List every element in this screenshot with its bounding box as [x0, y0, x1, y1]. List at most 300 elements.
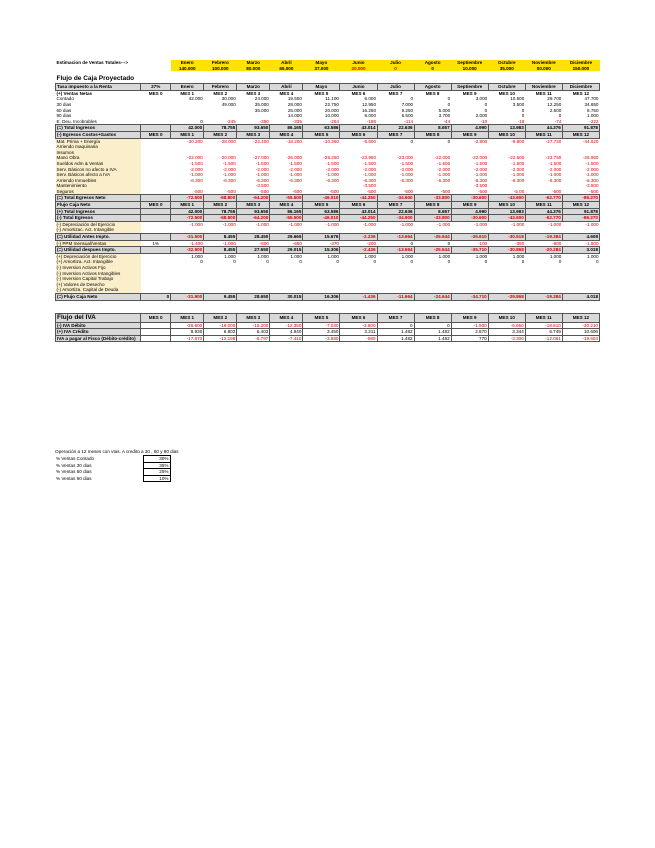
value-cell: -62.770 — [525, 215, 562, 222]
value-cell: 2.500 — [549, 107, 562, 113]
value-cell: -23.950 — [360, 155, 377, 161]
value-cell: -1.500 — [548, 160, 562, 166]
value-cell: -13.664 — [377, 247, 414, 254]
value-cell: -6.300 — [548, 177, 562, 183]
value-cell: 1.482 — [414, 335, 451, 342]
value-cell: 86.165 — [270, 125, 303, 132]
value-cell: -6.300 — [511, 177, 525, 183]
row-label: Arriendo maquinaria — [56, 144, 141, 150]
period-header: MES 2 — [204, 202, 237, 209]
month-header: Junio — [340, 84, 377, 91]
value-cell: -1.500 — [437, 160, 451, 166]
month-header: Enero — [171, 84, 204, 91]
value-cell: -18.200 — [286, 138, 302, 144]
value-cell: 4.608 — [562, 234, 599, 241]
operation-label: % Ventas Contado — [56, 456, 95, 461]
value-cell: 16.306 — [303, 293, 340, 300]
value-cell: 1.000 — [475, 253, 488, 259]
operation-row — [55, 475, 170, 482]
value-cell: -68.800 — [204, 195, 237, 202]
value-cell: 8.750 — [587, 107, 599, 113]
value-cell: -44.520 — [582, 138, 599, 144]
value-cell: 6.802 — [204, 329, 237, 336]
value-cell: -23.750 — [545, 155, 562, 161]
row-label: Tasa impuesto a la Renta — [56, 84, 141, 91]
value-cell — [141, 208, 171, 215]
value-cell: 34.650 — [584, 101, 599, 107]
sales-estimate-cell: 0 — [377, 66, 414, 72]
value-cell: -74 — [554, 118, 562, 124]
row-label: (-) Inversion Activos Fijo — [56, 265, 141, 271]
period-header: MES 12 — [562, 313, 599, 322]
value-cell: -22.000 — [187, 155, 203, 161]
value-cell: -3.500 — [585, 183, 599, 189]
value-cell: -2.000 — [548, 166, 562, 172]
value-cell: -19.384 — [525, 293, 562, 300]
value-cell: 42.000 — [171, 125, 204, 132]
value-cell: -1.000 — [437, 221, 451, 227]
value-cell: -2.000 — [474, 166, 488, 172]
value-cell: -19.000 — [204, 322, 237, 329]
row-label: (+) IVA Crédito — [56, 329, 141, 336]
sales-estimate-cell: 150.000 — [562, 66, 599, 72]
value-cell: 0 — [336, 259, 339, 265]
value-cell: -26.600 — [171, 322, 204, 329]
value-cell: -31.900 — [171, 293, 204, 300]
row-label: (=) Flujo Caja Neto — [56, 293, 141, 300]
total-expenses-row — [56, 195, 600, 202]
value-cell — [141, 234, 171, 241]
value-cell: 0 — [484, 107, 488, 113]
value-cell: -500 — [329, 188, 339, 194]
month-header: Julio — [377, 84, 414, 91]
value-cell: -2.800 — [474, 138, 488, 144]
value-cell: -1.500 — [255, 160, 269, 166]
value-cell: -22.000 — [471, 155, 488, 161]
value-cell: 35.000 — [254, 107, 269, 113]
value-cell: 0 — [558, 259, 562, 265]
row-label: Mantenimiento — [56, 183, 141, 189]
value-cell: 1.000 — [549, 253, 562, 259]
value-cell: -35.710 — [451, 247, 488, 254]
operation-title: Operación a 12 meses con vtas. A credito a 30 , 60 y 90 dias — [55, 449, 179, 454]
row-label: (=) Utilidad Antes Impto. — [56, 234, 141, 241]
row-label: (=) Total Egresos Neto — [56, 195, 141, 202]
tax-rate-row — [56, 84, 600, 91]
month-header: Enero — [171, 60, 204, 66]
period-header: MES 11 — [535, 90, 552, 96]
row-label: Seguros — [56, 189, 141, 195]
row-label: Arriendo Inmuebles — [56, 178, 141, 184]
net-flow-row — [56, 247, 600, 254]
value-cell: -1.500 — [585, 240, 599, 246]
period-header: MES 9 — [451, 313, 488, 322]
value-cell: 6.000 — [364, 96, 377, 102]
month-header: Julio — [377, 60, 414, 66]
row-label: (+) Valores de Desecho — [56, 282, 141, 288]
period-header: MES 11 — [525, 131, 562, 138]
value-cell: 8.657 — [414, 208, 451, 215]
month-header: Abril — [270, 84, 303, 91]
value-cell: 3.500 — [512, 101, 525, 107]
period-header: MES 2 — [213, 90, 228, 96]
value-cell: -8.797 — [237, 335, 270, 342]
value-cell: -2.000 — [325, 166, 339, 172]
period-header: MES 2 — [204, 131, 237, 138]
value-cell: -900 — [552, 240, 562, 246]
period-header: MES 8 — [414, 313, 451, 322]
period-header: MES 5 — [303, 202, 340, 209]
period-header: MES 6 — [340, 202, 377, 209]
value-cell: 3.000 — [475, 96, 488, 102]
value-cell: -30.600 — [451, 215, 488, 222]
value-cell: -1.000 — [189, 172, 203, 178]
value-cell: -500 — [193, 188, 203, 194]
row-label: Insumos — [56, 150, 141, 156]
sales-estimate-cell: 65.000 — [270, 66, 303, 72]
value-cell: -27.000 — [253, 155, 269, 161]
value-cell: 0 — [521, 113, 525, 119]
value-cell: 91.878 — [562, 125, 599, 132]
iva-row — [56, 335, 600, 342]
value-cell: 3.344 — [488, 329, 525, 336]
row-label: (+) Depreciación del Ejercicio — [56, 253, 141, 259]
value-cell: 0 — [447, 101, 451, 107]
value-cell: 0 — [266, 259, 269, 265]
value-cell: -33.800 — [414, 195, 451, 202]
row-label: 30 dias — [56, 101, 72, 107]
sales-estimate-cell: 37.000 — [303, 66, 340, 72]
period-header: MES 3 — [237, 202, 270, 209]
value-cell: 63.586 — [303, 208, 340, 215]
value-cell: 29.665 — [270, 234, 303, 241]
value-cell: -6.300 — [189, 177, 203, 183]
value-cell: 20.000 — [324, 107, 339, 113]
value-cell: -650 — [292, 240, 302, 246]
value-cell: -43.600 — [488, 195, 525, 202]
value-cell: 49.000 — [221, 101, 236, 107]
value-cell: -245 — [226, 118, 236, 124]
value-cell: -72.500 — [171, 195, 204, 202]
value-cell: -1.500 — [474, 160, 488, 166]
value-cell: -64.200 — [237, 215, 270, 222]
period-header: MES 10 — [488, 131, 525, 138]
value-cell: -34.900 — [377, 215, 414, 222]
value-cell: -500 — [259, 188, 269, 194]
row-label: (+) Total Ingresos — [56, 208, 141, 215]
value-cell: -1.000 — [511, 172, 525, 178]
value-cell: -1.500 — [222, 160, 236, 166]
value-cell: -3.306 — [488, 335, 525, 342]
period-header: MES 7 — [377, 313, 414, 322]
row-label: (-) Inversion Capital Trabajo — [56, 276, 141, 282]
value-cell: -34.710 — [451, 293, 488, 300]
value-cell: -2.000 — [255, 166, 269, 172]
value-cell: -6.300 — [325, 177, 339, 183]
row-label: (-) Amortiza. Capital de Deuda — [56, 287, 141, 293]
value-cell: 0 — [447, 240, 451, 246]
value-cell: -1.000 — [548, 221, 562, 227]
value-cell: 12.250 — [547, 101, 562, 107]
value-cell: 9.250 — [401, 107, 414, 113]
value-cell: -12.061 — [525, 335, 562, 342]
operation-parameters — [55, 449, 179, 482]
period-header: MES 5 — [303, 131, 340, 138]
value-cell: -46.010 — [303, 195, 340, 202]
value-cell: -1.900 — [451, 322, 488, 329]
period-header: MES 12 — [562, 131, 599, 138]
value-cell: -500 — [226, 188, 236, 194]
value-cell: -1.500 — [400, 160, 414, 166]
row-label: (+) Amortiza. Act. Intangible — [56, 259, 141, 265]
value-cell: -28.000 — [220, 138, 236, 144]
period-header: MES 12 — [572, 90, 590, 96]
operation-table — [55, 455, 171, 482]
value-cell: -68.800 — [204, 215, 237, 222]
section-title-cash-flow: Flujo de Caja Proyectado — [56, 75, 135, 83]
value-cell: 28.450 — [237, 234, 270, 241]
value-cell: -20.284 — [525, 247, 562, 254]
sales-estimate-cell: 35.000 — [488, 66, 525, 72]
month-header: Septiembre — [451, 60, 488, 66]
row-label: (-) PPM mensual/Ventas — [56, 240, 141, 247]
row-label: Mat. Prima + Energía — [56, 138, 141, 144]
value-cell: -18 — [517, 118, 525, 124]
value-cell: 1.000 — [327, 253, 339, 259]
operation-row — [55, 469, 170, 476]
value-cell: 14.000 — [287, 113, 302, 119]
value-cell: -43.600 — [488, 215, 525, 222]
value-cell: 25.000 — [287, 107, 302, 113]
period-header: MES 6 — [351, 90, 366, 96]
value-cell: 0 — [484, 101, 488, 107]
value-cell: -6.300 — [222, 177, 236, 183]
value-cell: -264 — [329, 118, 339, 124]
value-cell: 1.000 — [401, 253, 414, 259]
value-cell: 4.018 — [562, 293, 599, 300]
value-cell — [141, 335, 171, 342]
total-income-row — [56, 125, 600, 132]
value-cell: -1.000 — [511, 221, 525, 227]
period-header: MES 10 — [488, 313, 525, 322]
value-cell: 1.000 — [512, 253, 525, 259]
month-header: Mayo — [303, 60, 340, 66]
value-cell: -11.664 — [377, 293, 414, 300]
value-cell: -6.300 — [474, 177, 488, 183]
value-cell — [141, 329, 171, 336]
value-cell: -30.200 — [187, 138, 203, 144]
period-header: MES 1 — [171, 131, 204, 138]
period-header: MES 1 — [171, 202, 204, 209]
value-cell: 78.755 — [204, 125, 237, 132]
row-label: IVA a pagar al Fisco (Débito-crédito) — [56, 335, 141, 342]
value-cell: -2.000 — [222, 166, 236, 172]
value-cell: -2.000 — [362, 166, 377, 172]
row-label: 90 dias — [56, 113, 72, 119]
row-label: (+) Ventas Netas — [56, 90, 93, 96]
value-cell: -6.300 — [255, 177, 269, 183]
row-label: (=) Total Ingresos — [56, 125, 141, 132]
month-header: Septiembre — [451, 84, 488, 91]
value-cell: -10 — [480, 118, 488, 124]
value-cell: 19.500 — [287, 96, 302, 102]
value-cell: -200 — [366, 240, 377, 246]
value-cell: -31.500 — [171, 234, 204, 241]
value-cell: 22.636 — [377, 208, 414, 215]
row-label: (-) Depreciación del Ejercicio — [56, 221, 141, 227]
period-header: MES 3 — [246, 90, 261, 96]
value-cell: 0 — [447, 96, 451, 102]
value-cell: -2.236 — [340, 234, 377, 241]
month-header: Agosto — [414, 60, 451, 66]
value-cell: -1.000 — [362, 172, 377, 178]
period-header: MES 8 — [414, 131, 451, 138]
value-cell: 0 — [410, 259, 414, 265]
month-header: Febrero — [204, 60, 237, 66]
value-cell: -64.200 — [237, 195, 270, 202]
value-cell: 0 — [377, 322, 414, 329]
value-cell: -18.810 — [525, 322, 562, 329]
period-header: MES 3 — [237, 313, 270, 322]
value-cell: -25.644 — [414, 247, 451, 254]
row-label: (-) Egresos Costos+Gastos — [56, 131, 141, 138]
month-header: Octubre — [488, 84, 525, 91]
value-cell: -3.500 — [362, 183, 377, 189]
value-cell: 0 — [414, 322, 451, 329]
value-cell: 78.755 — [204, 208, 237, 215]
value-cell: -2.000 — [511, 166, 525, 172]
value-cell: -17.670 — [171, 335, 204, 342]
row-label: 60 dias — [56, 107, 72, 113]
value-cell: 8.930 — [171, 329, 204, 336]
value-cell: 1.000 — [191, 253, 203, 259]
period-header: MES 9 — [451, 131, 488, 138]
month-header: Noviembre — [525, 60, 562, 66]
value-cell: 3.018 — [562, 247, 599, 254]
value-cell: 15.676 — [303, 234, 340, 241]
operation-percent: 35% — [143, 462, 170, 469]
sales-estimate-cell: 80.000 — [237, 66, 270, 72]
value-cell: 0 — [200, 118, 203, 124]
net-flow-header-row — [56, 202, 600, 209]
value-cell: 0 — [410, 138, 414, 144]
value-cell: -222 — [589, 118, 599, 124]
value-cell: -30.518 — [488, 234, 525, 241]
value-cell: 29.015 — [270, 247, 303, 254]
value-cell: 1.000 — [364, 253, 377, 259]
value-cell: 6.403 — [237, 329, 270, 336]
value-cell: -20.000 — [220, 155, 236, 161]
value-cell: 10.606 — [562, 329, 599, 336]
value-cell: -3.580 — [303, 335, 340, 342]
value-cell: -86.270 — [562, 215, 599, 222]
value-cell: 4.940 — [270, 329, 303, 336]
value-cell: -800 — [259, 240, 269, 246]
operation-percent: 25% — [143, 469, 170, 476]
row-label: E. Deu. Incobrables — [56, 118, 97, 124]
value-cell: 3.211 — [340, 329, 377, 336]
value-cell: 86.165 — [270, 208, 303, 215]
value-cell: 30.000 — [221, 96, 236, 102]
value-cell: -22.400 — [253, 138, 269, 144]
value-cell: 1.482 — [377, 335, 414, 342]
tax-rate-value: 27% — [141, 84, 171, 91]
value-cell: 3.450 — [303, 329, 340, 336]
operation-percent: 30% — [143, 456, 170, 463]
value-cell: -46.010 — [303, 215, 340, 222]
month-header: Diciembre — [562, 84, 599, 91]
value-cell: -1.000 — [222, 172, 236, 178]
month-header: Marzo — [237, 60, 270, 66]
period-header: MES 4 — [279, 90, 294, 96]
value-cell: -44.250 — [340, 215, 377, 222]
value-cell: 0 — [410, 96, 414, 102]
value-cell: 15.306 — [303, 247, 340, 254]
value-cell: -2.000 — [288, 166, 302, 172]
value-cell: 10.500 — [510, 96, 525, 102]
period-header: MES 10 — [488, 202, 525, 209]
sales-estimate-cell: 0 — [414, 66, 451, 72]
value-cell: 35.000 — [254, 101, 269, 107]
value-cell: -25.644 — [414, 234, 451, 241]
value-cell: -27.720 — [545, 138, 562, 144]
value-cell: 93.650 — [237, 125, 270, 132]
value-cell: -19.384 — [525, 234, 562, 241]
value-cell: 10.000 — [324, 113, 339, 119]
value-cell: 8.455 — [204, 247, 237, 254]
value-cell: 12.950 — [361, 101, 377, 107]
operation-row — [55, 456, 170, 463]
value-cell: -500 — [292, 188, 302, 194]
value-cell: -100 — [478, 240, 488, 246]
value-cell: -6.300 — [585, 177, 599, 183]
month-header: Marzo — [237, 84, 270, 91]
value-cell: -1.000 — [255, 221, 269, 227]
row-label: (-) IVA Débito — [56, 322, 141, 329]
operation-row — [55, 462, 170, 469]
value-cell: 7.000 — [401, 101, 414, 107]
value-cell: -12.198 — [204, 335, 237, 342]
value-cell: -500 — [478, 188, 488, 194]
value-cell: -186 — [366, 118, 377, 124]
value-cell: 1.482 — [414, 329, 451, 336]
value-cell: 13.983 — [488, 125, 525, 132]
value-cell — [141, 247, 171, 254]
value-cell: 0 — [410, 240, 414, 246]
period-header: MES 9 — [462, 90, 477, 96]
value-cell: -6.300 — [400, 177, 414, 183]
value-cell: -9.800 — [511, 138, 525, 144]
value-cell: -1.000 — [400, 172, 414, 178]
value-cell: 0 — [447, 138, 451, 144]
value-cell: -29.868 — [488, 293, 525, 300]
value-cell: -589 — [340, 335, 377, 342]
value-cell: -22.000 — [434, 155, 451, 161]
value-cell — [141, 215, 171, 222]
value-cell: -62.770 — [525, 195, 562, 202]
value-cell: 93.650 — [237, 208, 270, 215]
month-header: Diciembre — [562, 60, 599, 66]
value-cell: 29.700 — [547, 96, 562, 102]
value-cell: -6.650 — [488, 322, 525, 329]
iva-header-row — [56, 313, 600, 322]
value-cell: 1.000 — [290, 253, 302, 259]
value-cell: 8.657 — [414, 125, 451, 132]
value-cell — [141, 322, 171, 329]
period-header: MES 5 — [303, 313, 340, 322]
value-cell: 44.376 — [525, 208, 562, 215]
value-cell: -10.360 — [323, 138, 339, 144]
